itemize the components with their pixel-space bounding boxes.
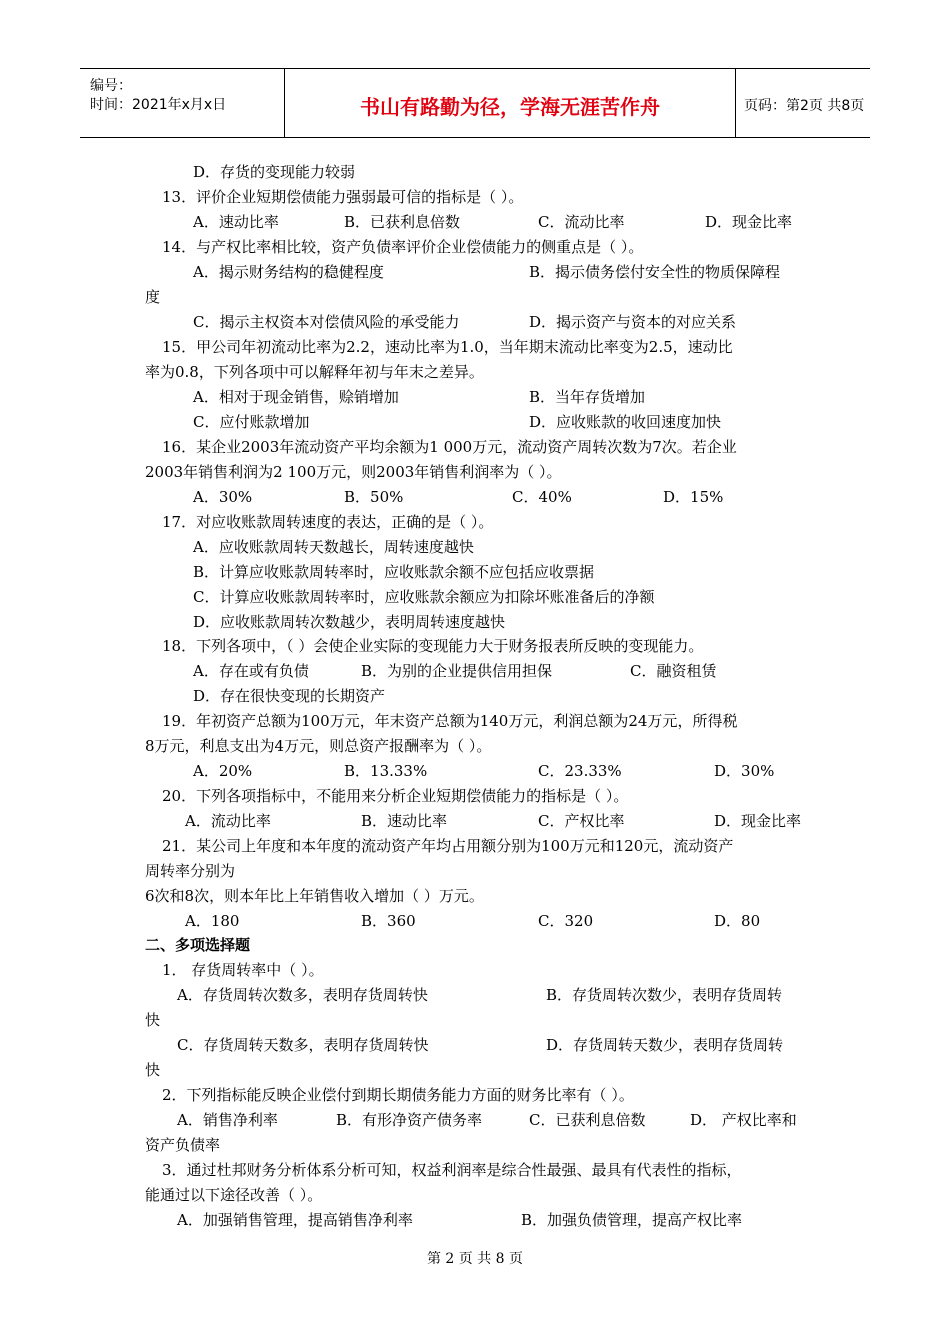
text-line: 20．下列各项指标中，不能用来分析企业短期偿债能力的指标是（ ）。 xyxy=(162,787,629,805)
text-line: 能通过以下途径改善（ ）。 xyxy=(145,1186,323,1204)
motto: 书山有路勤为径，学海无涯苦作舟 xyxy=(360,95,660,119)
text-line: C．揭示主权资本对偿债风险的承受能力 xyxy=(193,313,460,331)
text-line: 资产负债率 xyxy=(145,1136,221,1154)
header-motto-cell xyxy=(284,69,736,137)
text-line: 15．甲公司年初流动比率为2.2，速动比率为1.0，当年期末流动比率变为2.5，速动比 xyxy=(162,338,733,356)
text-line: A．30% xyxy=(193,488,253,506)
text-line: A．相对于现金销售，赊销增加 xyxy=(193,388,399,406)
text-line: 率为0.8，下列各项中可以解释年初与年末之差异。 xyxy=(145,363,484,381)
text-line: D．现金比率 xyxy=(705,213,793,231)
text-line: D．应收账款的收回速度加快 xyxy=(529,413,722,431)
header-right-cell xyxy=(736,69,870,137)
text-line: C．流动比率 xyxy=(538,213,625,231)
text-line: D．现金比率 xyxy=(714,812,802,830)
text-line: C．应付账款增加 xyxy=(193,413,310,431)
text-line: 14．与产权比率相比较，资产负债率评价企业偿债能力的侧重点是（ ）。 xyxy=(162,238,644,256)
text-line: 17．对应收账款周转速度的表达，正确的是（ ）。 xyxy=(162,513,494,531)
text-line: D．80 xyxy=(714,912,761,930)
page-header xyxy=(80,68,870,138)
text-line: A．存货周转次数多，表明存货周转快 xyxy=(177,986,428,1004)
text-line: C．23.33% xyxy=(538,762,622,780)
text-line: A．加强销售管理，提高销售净利率 xyxy=(177,1211,413,1229)
text-line: B．存货周转次数少，表明存货周转 xyxy=(546,986,783,1004)
text-line: D． 产权比率和 xyxy=(690,1111,797,1129)
text-line: D．存在很快变现的长期资产 xyxy=(193,687,386,705)
text-line: D．30% xyxy=(714,762,775,780)
text-line: A．180 xyxy=(185,912,240,930)
text-line: B．已获利息倍数 xyxy=(344,213,461,231)
text-line: 周转率分别为 xyxy=(145,862,236,880)
text-line: 3．通过杜邦财务分析体系分析可知，权益利润率是综合性最强、最具有代表性的指标， xyxy=(162,1161,742,1179)
text-line: A．存在或有负债 xyxy=(193,662,309,680)
text-line: B．为别的企业提供信用担保 xyxy=(361,662,553,680)
text-line: 2．下列指标能反映企业偿付到期长期债务能力方面的财务比率有（ ）。 xyxy=(162,1086,634,1104)
text-line: 18．下列各项中，（ ）会使企业实际的变现能力大于财务报表所反映的变现能力。 xyxy=(162,637,704,655)
text-line: B．360 xyxy=(361,912,416,930)
text-line: C．计算应收账款周转率时，应收账款余额应为扣除坏账准备后的净额 xyxy=(193,588,655,606)
text-line: D．存货的变现能力较弱 xyxy=(193,163,356,181)
text-line: B．有形净资产债务率 xyxy=(336,1111,483,1129)
text-line: 8万元，利息支出为4万元，则总资产报酬率为（ ）。 xyxy=(145,737,492,755)
text-line: A．流动比率 xyxy=(185,812,271,830)
text-line: 快 xyxy=(145,1061,161,1079)
text-line: 21．某公司上年度和本年度的流动资产年均占用额分别为100万元和120元，流动资产 xyxy=(162,837,734,855)
page-footer: 第 2 页 共 8 页 xyxy=(426,1251,524,1267)
page-info: 页码：第2页 共8页 xyxy=(744,98,865,114)
text-line: B．加强负债管理，提高产权比率 xyxy=(521,1211,743,1229)
date-label: 时间：2021年x月x日 xyxy=(90,97,227,113)
text-line: B．13.33% xyxy=(344,762,428,780)
text-line: 1． 存货周转率中（ ）。 xyxy=(162,961,324,979)
text-line: 19．年初资产总额为100万元，年末资产总额为140万元，利润总额为24万元，所得税 xyxy=(162,712,738,730)
text-line: B．计算应收账款周转率时，应收账款余额不应包括应收票据 xyxy=(193,563,595,581)
text-line: 快 xyxy=(145,1011,161,1029)
text-line: C．40% xyxy=(512,488,572,506)
text-line: C．存货周转天数多，表明存货周转快 xyxy=(177,1036,429,1054)
text-line: D．应收账款周转次数越少，表明周转速度越快 xyxy=(193,613,506,631)
text-line: 6次和8次，则本年比上年销售收入增加（ ）万元。 xyxy=(145,887,484,905)
text-line: C．产权比率 xyxy=(538,812,625,830)
text-line: A．速动比率 xyxy=(193,213,279,231)
text-line: A．应收账款周转天数越长，周转速度越快 xyxy=(193,538,474,556)
text-line: C．已获利息倍数 xyxy=(529,1111,646,1129)
text-line: B．当年存货增加 xyxy=(529,388,646,406)
text-line: 度 xyxy=(145,288,161,306)
serial-label: 编号： xyxy=(90,78,132,94)
text-line: C．320 xyxy=(538,912,594,930)
text-line: B．揭示债务偿付安全性的物质保障程 xyxy=(529,263,781,281)
text-line: C．融资租赁 xyxy=(630,662,717,680)
text-line: A．销售净利率 xyxy=(177,1111,278,1129)
header-left-cell xyxy=(80,69,284,137)
text-line: D．揭示资产与资本的对应关系 xyxy=(529,313,737,331)
section-heading: 二、多项选择题 xyxy=(145,936,251,954)
text-line: A．揭示财务结构的稳健程度 xyxy=(193,263,384,281)
text-line: B．速动比率 xyxy=(361,812,448,830)
text-line: A．20% xyxy=(193,762,253,780)
text-line: D．存货周转天数少，表明存货周转 xyxy=(546,1036,784,1054)
text-line: 2003年销售利润为2 100万元，则2003年销售利润率为（ ）。 xyxy=(145,463,562,481)
text-line: D．15% xyxy=(663,488,724,506)
text-line: 13．评价企业短期偿债能力强弱最可信的指标是（ ）。 xyxy=(162,188,524,206)
text-line: 16．某企业2003年流动资产平均余额为1 000万元，流动资产周转次数为7次。若企业 xyxy=(162,438,737,456)
text-line: B．50% xyxy=(344,488,404,506)
